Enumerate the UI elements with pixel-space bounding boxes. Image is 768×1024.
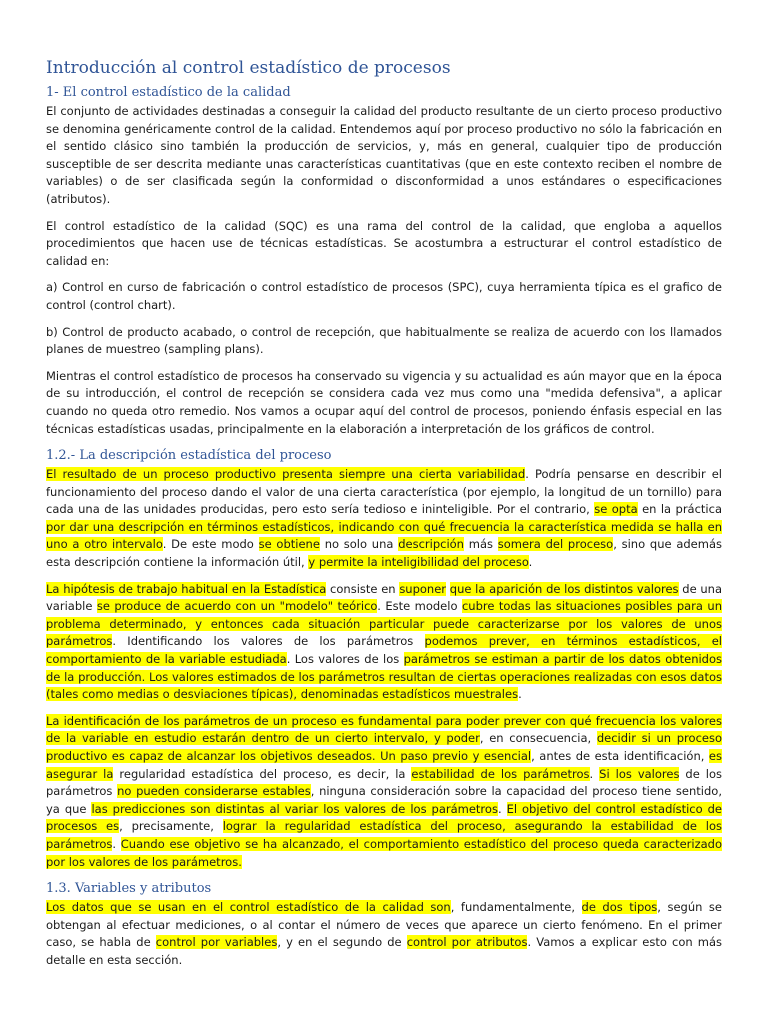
text-run: . Este modelo [377, 599, 462, 614]
text-run: . Vamos a explicar esto con más detalle en esta sección. [46, 935, 723, 967]
text-run: . [589, 766, 600, 781]
highlighted-text: lograr la regularidad estadística del proceso, asegurando la estabilidad de los parámetros [46, 819, 723, 851]
text-run: más [463, 537, 498, 552]
paragraph: Mientras el control estadístico de procesos ha conservado su vigencia y su actualidad es aún mayor que en la época de su introducción, el control de recepción se considera cada vez mus como una "medida defensiva", a aplicar cuando no queda otro remedio. Nos vamos a ocupar aquí del control de procesos, poniendo énfasis especial en las técnicas estadísticas usadas, principalmente en la elaboración a interpretación de los gráficos de control. [46, 368, 722, 436]
text-run: , en consecuencia, [479, 731, 597, 746]
document-title: Introducción al control estadístico de procesos [46, 58, 451, 78]
highlighted-text: Los datos que se usan en el control estadístico de la calidad son [46, 900, 451, 915]
paragraph: El conjunto de actividades destinadas a conseguir la calidad del producto resultante de un cierto proceso productivo se denomina genéricamente control de la calidad. Entendemos aquí por proceso productivo no sólo la fabricación en el sentido clásico sino también la producción de servicios, y, más en general, cualquier tipo de producción susceptible de ser descrita mediante unas características cuantitativas (que en este contexto reciben el nombre de variables) o de ser clasificada según la conformidad o disconformidad a unos estándares o especificaciones (atributos). [46, 104, 722, 206]
text-run: . De este modo [162, 537, 259, 552]
highlighted-text: y permite la inteligibilidad del proceso [308, 555, 529, 570]
highlighted-text: se obtiene [258, 537, 320, 552]
highlighted-text: El resultado de un proceso productivo presenta siempre una cierta variabilidad [46, 467, 526, 482]
highlighted-paragraph [46, 466, 722, 572]
highlighted-paragraph [46, 581, 722, 704]
highlighted-text: de dos tipos [581, 900, 658, 915]
section-heading-control-estadistico: 1- El control estadístico de la calidad [46, 85, 291, 100]
highlighted-text: Si los valores [599, 766, 680, 781]
section-heading-variables-atributos: 1.3. Variables y atributos [46, 881, 212, 897]
text-run: regularidad estadística del proceso, es decir, la [113, 766, 412, 781]
text-run: . Los valores de los [286, 652, 404, 667]
text-run: consiste en [326, 581, 400, 596]
highlighted-text: parámetros se estiman a partir de los datos obtenidos de la producción. Los valores estimados de los parámetros resultan de ciertas operaciones realizadas con esos datos (tales como medias o desviaciones típicas), denominadas estadísticos muestrales [46, 652, 723, 702]
highlighted-text: se produce de acuerdo con un "modelo" teórico [96, 599, 378, 614]
highlighted-text: El objetivo del control estadístico de procesos es [46, 801, 722, 834]
text-run: , ninguna consideración sobre la capacidad del proceso tiene sentido, ya que [46, 784, 722, 816]
text-run: . Identificando los valores de los parámetros [112, 634, 425, 649]
highlighted-text: descripción [398, 537, 464, 552]
text-run: , antes de esta identificación, [531, 749, 709, 763]
highlighted-text: cubre todas las situaciones posibles para un problema determinado, y entonces cada situación particular puede caracterizarse por los valores de unos parámetros [46, 599, 722, 649]
text-run: , fundamentalmente, [450, 900, 582, 915]
text-run: no solo una [319, 537, 399, 552]
paragraph: El control estadístico de la calidad (SQC) es una rama del control de la calidad, que engloba a aquellos procedimientos que hacen use de técnicas estadísticas. Se acostumbra a estructurar el control estadístico de calidad en: [46, 218, 722, 268]
highlighted-text: que la aparición de los distintos valores [449, 581, 679, 596]
highlighted-text: La hipótesis de trabajo habitual en la Estadística [46, 581, 327, 596]
highlighted-text: control por atributos [406, 935, 528, 950]
text-run: . [528, 555, 533, 570]
text-run: . Podría pensarse en describir el funcionamiento del proceso dando el valor de una cierta característica (por ejemplo, la longitud de un tornillo) para cada una de las unidades producidas, pero esto sería tedioso e ininteligible. Por el contrario, [46, 467, 722, 517]
text-run: de una variable [46, 581, 723, 614]
highlighted-text: no pueden considerarse estables [117, 784, 311, 799]
highlighted-text: Cuando ese objetivo se ha alcanzado, el comportamiento estadístico del proceso queda caracterizado por los valores de los parámetros. [46, 836, 722, 869]
text-run: , precisamente, [119, 819, 223, 834]
highlighted-text: por dar una descripción en términos estadísticos, indicando con qué frecuencia la característica medida se halla en uno a otro intervalo [46, 519, 722, 552]
text-run: , según se obtengan al efectuar mediciones, o al contar el número de veces que aparece un cierto fenómeno. En el primer caso, se habla de [46, 900, 723, 950]
highlighted-text: control por variables [155, 935, 278, 950]
text-run: . [112, 836, 121, 851]
text-run: . [497, 801, 507, 816]
paragraph: a) Control en curso de fabricación o control estadístico de procesos (SPC), cuya herramienta típica es el grafico de control (control chart). [46, 280, 722, 312]
highlighted-paragraph [46, 713, 722, 871]
highlighted-paragraph [46, 899, 722, 969]
highlighted-text: se opta [594, 502, 638, 517]
highlighted-text: somera del proceso [497, 537, 614, 552]
paragraph: b) Control de producto acabado, o control de recepción, que habitualmente se realiza de acuerdo con los llamados planes de muestreo (sampling plans). [46, 324, 722, 357]
text-run: . [518, 687, 522, 702]
highlighted-text: decidir si un proceso productivo es capaz de alcanzar los objetivos deseados. Un paso previo y esencial [46, 731, 722, 763]
section-heading-descripcion-estadistica: 1.2.- La descripción estadística del proceso [46, 448, 332, 464]
highlighted-text: podemos prever, en términos estadísticos, el comportamiento de la variable estudiada [46, 634, 722, 667]
text-run: en la práctica [637, 502, 722, 517]
text-run: , sino que además esta descripción contiene la información útil, [46, 537, 722, 570]
highlighted-text: es asegurar la [46, 749, 722, 781]
highlighted-text: las predicciones son distintas al variar los valores de los parámetros [91, 801, 498, 816]
highlighted-text: La identificación de los parámetros de un proceso es fundamental para poder prever con qué frecuencia los valores de la variable en estudio estarán dentro de un cierto intervalo, y poder [46, 713, 722, 746]
text-run: , y en el segundo de [277, 935, 407, 950]
highlighted-text: estabilidad de los parámetros [411, 766, 590, 781]
highlighted-text: suponer [399, 581, 447, 596]
text-run: de los parámetros [46, 766, 722, 799]
